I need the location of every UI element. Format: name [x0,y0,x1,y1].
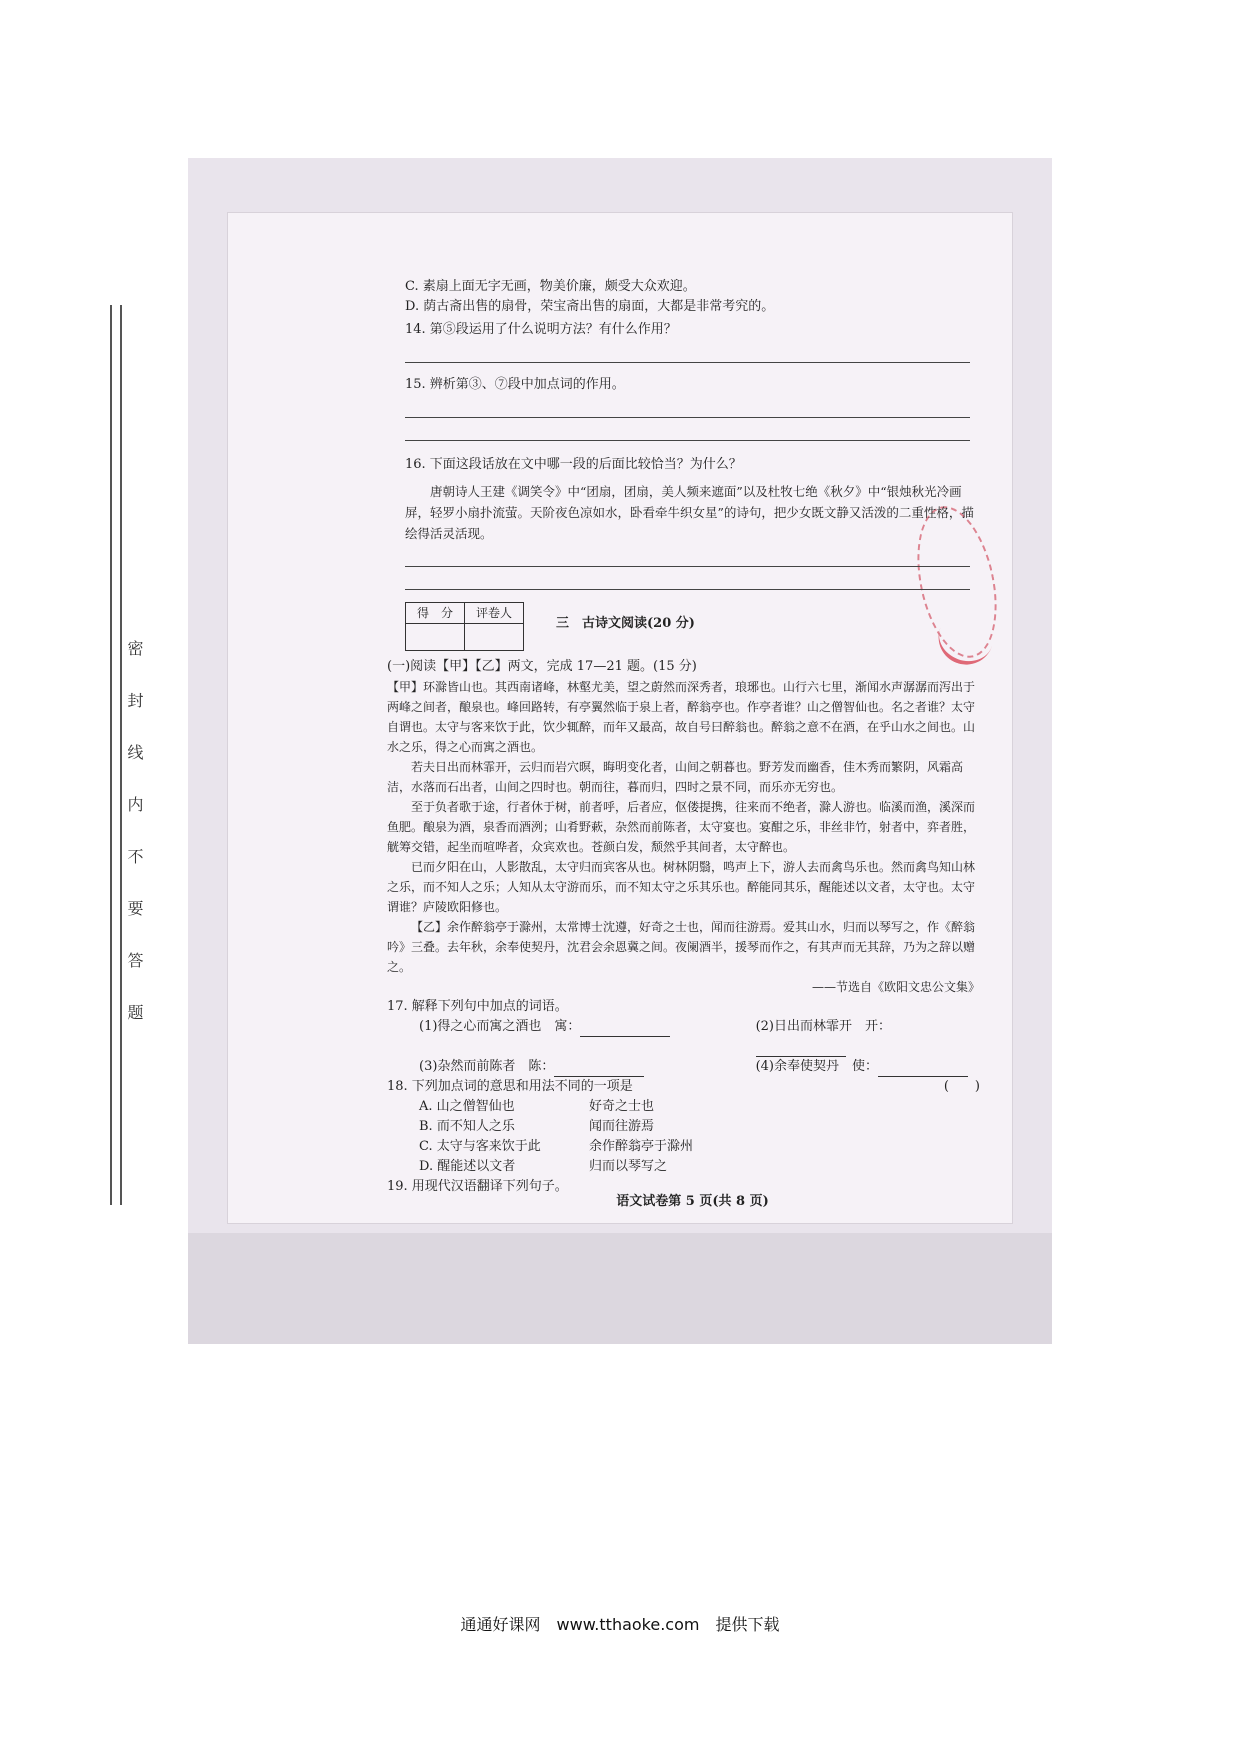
q17-item-3: (3)杂然而前陈者 陈： [419,1059,555,1074]
answer-line[interactable] [405,418,970,441]
option-b-right: 闻而往游焉 [589,1119,655,1134]
answer-blank[interactable] [580,1022,670,1037]
seal-line-notice: 密 封 线 内 不 要 答 题 [125,640,144,1030]
score-cell[interactable] [406,624,465,651]
question-18-title: 18. 下列加点词的意思和用法不同的一项是 [387,1079,633,1094]
reading-intro: (一)阅读【甲】【乙】两文，完成 17—21 题。(15 分) [387,659,697,674]
question-16-quote: 唐朝诗人王建《调笑令》中“团扇，团扇，美人频来遮面”以及杜牧七绝《秋夕》中“银烛秋光冷画屏，轻罗小扇扑流萤。天阶夜色凉如水，卧看牵牛织女星”的诗句，把少女既文静又活泼的二重性格，描绘得活灵活现。 [405,484,974,541]
answer-line[interactable] [405,340,970,363]
question-18 [387,1077,980,1097]
answer-line[interactable] [405,395,970,418]
passage-yi: 【乙】余作醉翁亭于滁州，太常博士沈遵，好奇之士也，闻而往游焉。爱其山水，归而以琴写之，作《醉翁吟》三叠。去年秋，余奉使契丹，沈君会余恩冀之间。夜阑酒半，援琴而作之，有其声而无其辞，乃为之辞以赠之。 [387,920,976,974]
page-number: 语文试卷第 5 页(共 8 页) [616,1194,769,1209]
passage-jia-3: 至于负者歌于途，行者休于树，前者呼，后者应，伛偻提携，往来而不绝者，滁人游也。临溪而渔，溪深而鱼肥。酿泉为酒，泉香而酒洌；山肴野蔌，杂然而前陈者，太守宴也。宴酣之乐，非丝非竹，射者中，弈者胜，觥筹交错，起坐而喧哗者，众宾欢也。苍颜白发，颓然乎其间者，太守醉也。 [387,800,976,854]
footer-credit: 通通好课网 www.tthaoke.com 提供下载 [460,1615,780,1634]
option-a-left: A. 山之僧智仙也 [419,1099,515,1114]
question-15: 15. 辨析第③、⑦段中加点词的作用。 [405,377,625,392]
option-13d: D. 荫古斋出售的扇骨，荣宝斋出售的扇面，大都是非常考究的。 [405,299,775,314]
q17-item-1: (1)得之心而寓之酒也 寓： [419,1019,581,1034]
option-c-left: C. 太守与客来饮于此 [419,1139,541,1154]
score-header: 得 分 [406,603,465,624]
passage-jia-2: 若夫日出而林霏开，云归而岩穴暝，晦明变化者，山间之朝暮也。野芳发而幽香，佳木秀而繁阴，风霜高洁，水落而石出者，山间之四时也。朝而往，暮而归，四时之景不同，而乐亦无穷也。 [387,760,964,794]
question-18-options [405,1097,980,1177]
section-header [405,602,980,651]
option-13c: C. 素扇上面无字无画，物美价廉，颇受大众欢迎。 [405,279,696,294]
answer-blank[interactable] [756,1042,846,1057]
answer-line[interactable] [405,544,970,567]
score-table [405,602,524,651]
passage-jia-4: 已而夕阳在山，人影散乱，太守归而宾客从也。树林阴翳，鸣声上下，游人去而禽鸟乐也。然而禽鸟知山林之乐，而不知人之乐；人知从太守游而乐，而不知太守之乐其乐也。醉能同其乐，醒能述以文者，太守也。太守谓谁？庐陵欧阳修也。 [387,860,976,914]
question-19: 19. 用现代汉语翻译下列句子。 [387,1179,568,1194]
question-17-items [405,1017,980,1077]
option-d-left: D. 醒能述以文者 [419,1159,516,1174]
passage-source: ——节选自《欧阳文忠公文集》 [811,980,980,994]
answer-paren[interactable]: ( ) [943,1079,980,1094]
grader-cell[interactable] [465,624,524,651]
option-d-right: 归而以琴写之 [589,1159,668,1174]
option-a-right: 好奇之士也 [589,1099,655,1114]
scan-shadow-strip [188,1233,1052,1344]
question-17: 17. 解释下列句中加点的词语。 [387,999,568,1014]
option-c-right: 余作醉翁亭于滁州 [589,1139,694,1154]
q17-item-2: (2)日出而林霏开 开： [755,1019,892,1034]
option-b-left: B. 而不知人之乐 [419,1119,515,1134]
question-14: 14. 第⑤段运用了什么说明方法？有什么作用？ [405,322,677,337]
passage [387,677,980,997]
section-3-title: 三 古诗文阅读(20 分) [556,616,695,631]
passage-jia-1: 【甲】环滁皆山也。其西南诸峰，林壑尤美，望之蔚然而深秀者，琅琊也。山行六七里，渐闻水声潺潺而泻出于两峰之间者，酿泉也。峰回路转，有亭翼然临于泉上者，醉翁亭也。作亭者谁？山之僧智仙也。名之者谁？太守自谓也。太守与客来饮于此，饮少辄醉，而年又最高，故自号曰醉翁也。醉翁之意不在酒，在乎山水之间也。山水之乐，得之心而寓之酒也。 [387,680,976,754]
answer-blank[interactable] [554,1062,644,1077]
answer-blank[interactable] [878,1062,968,1077]
answer-line[interactable] [405,567,970,590]
question-16: 16. 下面这段话放在文中哪一段的后面比较恰当？为什么？ [405,457,742,472]
q17-item-4: (4)余奉使契丹 使： [755,1059,879,1074]
exam-content [387,277,980,1197]
grader-header: 评卷人 [465,603,524,624]
